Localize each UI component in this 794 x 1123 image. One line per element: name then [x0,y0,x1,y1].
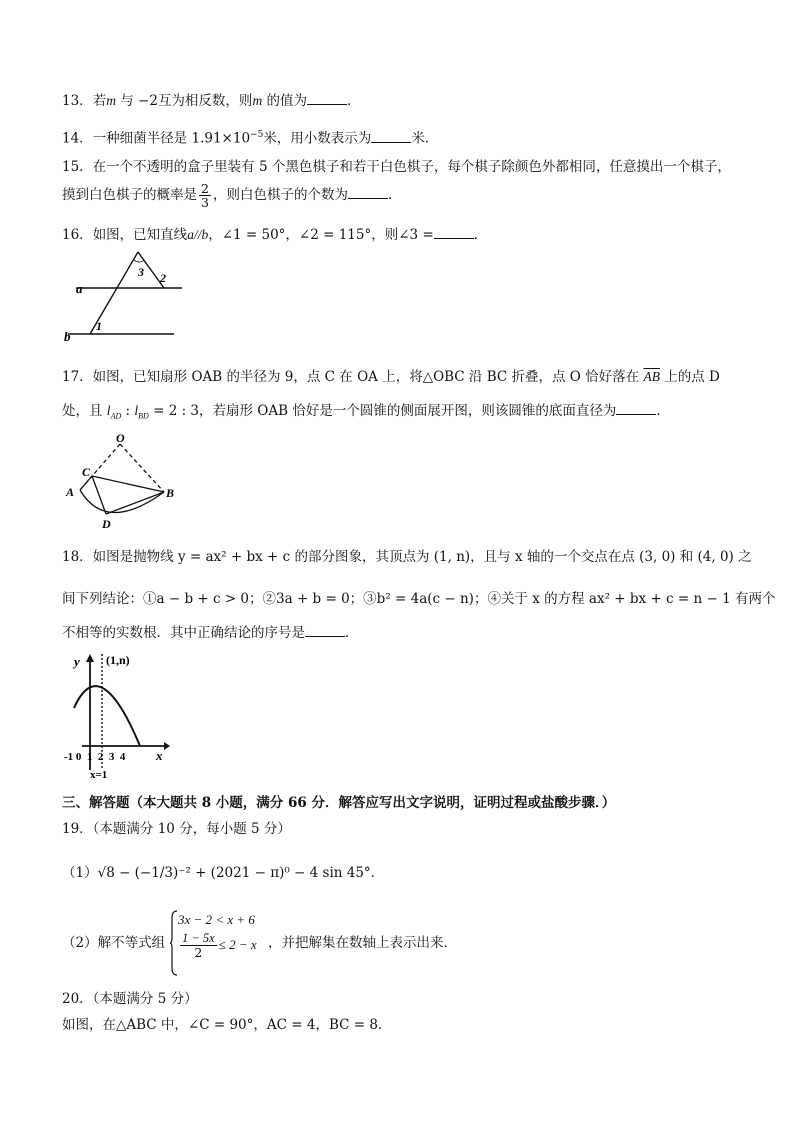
point-O-label: O [116,434,125,445]
q17-end: ． [656,403,670,419]
q13-end: ． [346,93,361,109]
point-B-label: B [166,486,175,500]
angle-2-label: 2 [160,271,166,285]
q13-text: 与 [115,93,139,109]
x-axis-arrow [164,742,170,750]
question-13 [62,92,360,110]
point-A-label: A [66,485,75,499]
radius-OB [120,444,164,492]
q17-text: 17．如图，已知扇形 OAB 的半径为 9，点 C 在 OA 上，将△OBC 沿 BC 折叠，点 O 恰好落在 [62,369,644,385]
q15-text: ，则白色棋子的个数为 [212,187,348,203]
q17-text: = 2 : 3，若扇形 OAB 恰好是一个圆锥的侧面展开图，则该圆锥的底面直径为 [148,403,617,419]
q14-exponent: −5 [250,130,264,140]
q17-text: 上的点 D [659,369,720,385]
fraction-denominator: 3 [201,195,209,210]
question-18-line3 [62,624,359,642]
question-16 [62,226,487,244]
line-a-label: a [76,281,83,296]
inequality-1: 3x − 2 < x + 6 [178,912,255,927]
arc-subscript: AD [110,411,122,421]
q13-text: 的值为 [262,93,307,109]
q14-end: 米． [411,130,439,147]
arc-length-symbol: l [106,403,111,418]
question-17-line2 [62,402,670,426]
q13-var: m [252,93,263,108]
symmetry-axis-label: x=1 [90,769,108,780]
point-D-label: D [102,517,111,531]
q14-text: 一种细菌半径是 1.91×10 [92,130,251,147]
q13-var: m [106,93,116,108]
q15-fraction [199,182,211,209]
q18-figure [60,650,170,780]
q17-arc: $\overline{AB}$ [643,369,660,384]
part-1-label: （1） [62,865,98,881]
parabola-curve [74,686,140,746]
question-18-line1: 18．如图是抛物线 y = ax² + bx + c 的部分图象，其顶点为 (1, n)，且与 x 轴的一个交点在点 (3, 0) 和 (4, 0) 之 [62,549,752,565]
q16-end: ． [473,227,488,243]
q13-number: 13． [62,93,93,109]
q18-text: 不相等的实数根．其中正确结论的序号是 [62,625,305,641]
answer-blank [434,226,474,239]
answer-blank [616,402,656,415]
q16-text: 如图，已知直线 [92,227,188,243]
q17-text: 处，且 [62,403,107,419]
q17-figure [62,434,186,534]
question-14 [62,126,438,148]
arc-subscript: BD [138,411,149,421]
angle3-arc [134,260,144,262]
q13-text: 互为相反数，则 [157,93,253,109]
q13-number-value: −2 [138,93,158,109]
question-15-line1: 15．在一个不透明的盒子里装有 5 个黑色棋子和若干白色棋子，每个棋子除颜色外都相同，任意摸出一个棋子， [62,159,731,175]
vertex-label: (1,n) [106,653,130,667]
fraction-numerator: 1 − 5x [182,931,215,945]
system-brace [170,910,178,976]
question-15-line2 [62,182,401,209]
inequality-2 [178,932,257,959]
question-20-head: 20．（本题满分 5 分） [62,991,198,1007]
q17-colon: : [121,403,135,419]
q16-parallel: a//b [187,227,209,242]
question-20-body: 如图，在△ABC 中，∠C = 90°，AC = 4，BC = 8． [62,1017,392,1033]
q15-end: ． [387,187,402,203]
fraction-numerator: 2 [201,181,209,196]
answer-blank [348,186,388,199]
arc-AB [80,490,164,513]
answer-blank [305,624,345,637]
angle-1-label: 1 [96,319,102,333]
section-3-heading: 三、解答题（本大题共 8 小题，满分 66 分．解答应写出文字说明，证明过程或盐酸步骤．） [62,795,616,811]
question-19-part2-label: （2）解不等式组 [62,935,166,951]
answer-blank [307,92,347,105]
question-19-head: 19．（本题满分 10 分，每小题 5 分） [62,821,291,837]
q14-text: 米，用小数表示为 [263,130,372,147]
y-label: y [74,654,80,669]
x-label: x [156,748,163,763]
tick-labels: -1 0 1 2 3 4 [64,751,126,763]
q14-number: 14． [62,130,93,147]
q16-text: ，∠1 = 50°，∠2 = 115°，则∠3 = [208,227,434,243]
point-C-label: C [82,465,91,479]
question-18-line2: 间下列结论：①a − b + c > 0；②3a + b = 0；③b² = 4a(c − n)；④关于 x 的方程 ax² + bx + c = n − 1 有两个 [62,591,776,607]
part-1-expression: √8 − (−1/3)⁻² + (2021 − π)⁰ − 4 sin 45°． [97,865,385,881]
angle-3-label: 3 [138,265,144,279]
inequality-2-rest: ≤ 2 − x [218,937,257,952]
q16-number: 16． [62,227,93,243]
q16-figure [62,248,186,344]
answer-blank [371,130,411,143]
y-axis-arrow [86,654,94,662]
segment-DB [106,492,164,514]
q13-text: 若 [92,93,107,109]
segment-CB [92,476,164,492]
fraction-denominator: 2 [194,945,203,960]
question-19-part1 [62,864,384,882]
question-17-line1 [62,368,720,386]
line-b-label: b [64,329,71,344]
arc-length-symbol: l [134,403,139,418]
q15-text: 摸到白色棋子的概率是 [62,187,197,203]
q18-end: ． [345,625,359,641]
inequality-2-fraction [180,932,217,959]
question-19-part2-tail: ，并把解集在数轴上表示出来． [268,935,457,951]
